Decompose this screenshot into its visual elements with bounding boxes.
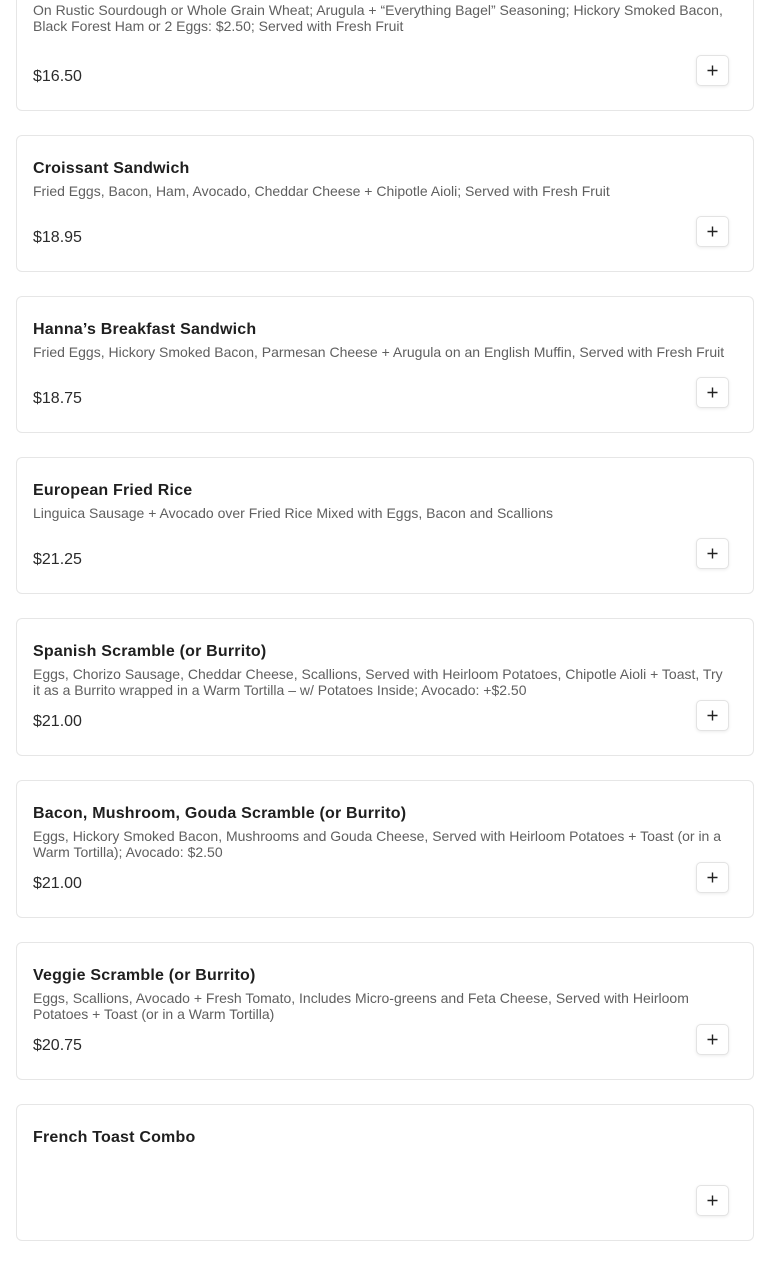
plus-icon [707,1195,718,1206]
plus-icon [707,1034,718,1045]
menu-item-list [16,0,754,1265]
menu-item-description: Fried Eggs, Bacon, Ham, Avocado, Cheddar Cheese + Chipotle Aioli; Served with Fresh Fruit [33,183,610,199]
add-to-cart-button[interactable] [696,216,729,247]
menu-item-price: $18.75 [33,390,82,407]
add-to-cart-button[interactable] [696,538,729,569]
plus-icon [707,226,718,237]
menu-item-description: Linguica Sausage + Avocado over Fried Rice Mixed with Eggs, Bacon and Scallions [33,505,553,521]
menu-item-card[interactable] [16,1104,754,1241]
menu-item-card[interactable] [16,780,754,918]
plus-icon [707,65,718,76]
add-to-cart-button[interactable] [696,55,729,86]
menu-item-description: On Rustic Sourdough or Whole Grain Wheat; Arugula + “Everything Bagel” Seasoning; Hickory Smoked Bacon, Black Forest Ham or 2 Eggs: $2.50; Served with Fresh Fruit [33,2,723,34]
add-to-cart-button[interactable] [696,1185,729,1216]
menu-item-title: Veggie Scramble (or Burrito) [33,967,256,984]
plus-icon [707,872,718,883]
menu-item-card[interactable] [16,942,754,1080]
menu-item-title: European Fried Rice [33,482,193,499]
menu-item-title: Bacon, Mushroom, Gouda Scramble (or Burrito) [33,805,407,822]
menu-item-description: Fried Eggs, Hickory Smoked Bacon, Parmesan Cheese + Arugula on an English Muffin, Served with Fresh Fruit [33,344,725,360]
menu-item-price: $18.95 [33,229,82,246]
menu-item-title: Croissant Sandwich [33,160,190,177]
menu-item-title: Spanish Scramble (or Burrito) [33,643,267,660]
menu-item-price: $20.75 [33,1037,82,1054]
menu-item-title: French Toast Combo [33,1129,196,1146]
add-to-cart-button[interactable] [696,862,729,893]
menu-item-title: Hanna’s Breakfast Sandwich [33,321,257,338]
menu-item-card[interactable] [16,135,754,272]
plus-icon [707,548,718,559]
menu-item-price: $21.00 [33,713,82,730]
menu-item-price: $16.50 [33,68,82,85]
menu-item-description: Eggs, Chorizo Sausage, Cheddar Cheese, Scallions, Served with Heirloom Potatoes, Chipotle Aioli + Toast, Try it as a Burrito wrapped in a Warm Tortilla – w/ Potatoes Inside; Avocado: +$2.50 [33,666,723,698]
menu-item-description: Eggs, Scallions, Avocado + Fresh Tomato, Includes Micro-greens and Feta Cheese, Served with Heirloom Potatoes + Toast (or in a Warm Tortilla) [33,990,689,1022]
menu-item-card[interactable] [16,457,754,594]
menu-item-price: $21.00 [33,875,82,892]
plus-icon [707,387,718,398]
add-to-cart-button[interactable] [696,1024,729,1055]
menu-item-card[interactable] [16,0,754,111]
menu-item-card[interactable] [16,296,754,433]
add-to-cart-button[interactable] [696,700,729,731]
menu-item-description: Eggs, Hickory Smoked Bacon, Mushrooms and Gouda Cheese, Served with Heirloom Potatoes + Toast (or in a Warm Tortilla); Avocado: $2.50 [33,828,722,860]
menu-item-card[interactable] [16,618,754,756]
menu-item-price: $21.25 [33,551,82,568]
plus-icon [707,710,718,721]
add-to-cart-button[interactable] [696,377,729,408]
